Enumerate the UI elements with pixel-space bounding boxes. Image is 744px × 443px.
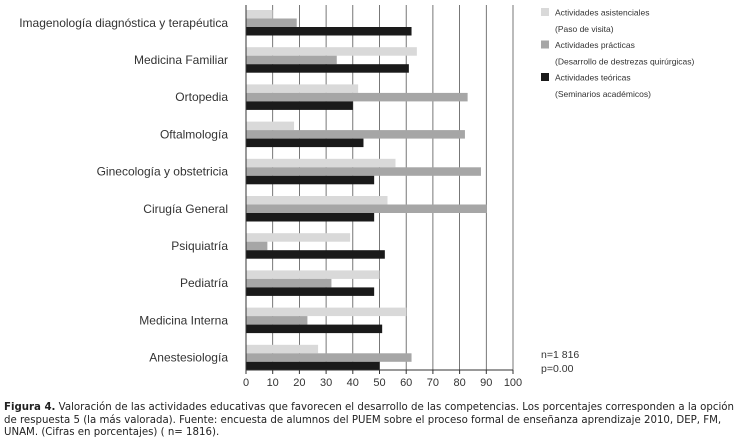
legend-label-actividades-practicas: Actividades prácticas bbox=[555, 40, 635, 50]
bar-medicina-familiar-actividades-asistenciales bbox=[246, 47, 417, 56]
category-label-ginecologia-y-obstetricia: Ginecología y obstetricia bbox=[96, 164, 228, 179]
bar-medicina-interna-actividades-teoricas bbox=[246, 325, 382, 334]
x-tick-label-20: 20 bbox=[293, 377, 306, 389]
figure-caption-text: Valoración de las actividades educativas que favorecen el desarrollo de las competencias. Los porcentajes corresponden a la opción de respuesta 5 (la más valorada). Fuente: encuesta de alumnos del PUEM sobre el proceso formal de enseñanza aprendizaje 2010, DEP, FM, UNAM. (Cifras en porcentajes) ( n= 1816). bbox=[4, 402, 734, 438]
legend bbox=[541, 8, 695, 100]
category-label-pediatria: Pediatría bbox=[179, 276, 228, 291]
legend-sublabel-actividades-asistenciales: (Paso de visita) bbox=[555, 24, 614, 34]
x-tick-label-100: 100 bbox=[503, 377, 523, 389]
bar-medicina-interna-actividades-practicas bbox=[246, 316, 307, 325]
bar-oftalmologia-actividades-practicas bbox=[246, 130, 465, 139]
bar-ginecologia-y-obstetricia-actividades-teoricas bbox=[246, 176, 374, 185]
x-tick-label-10: 10 bbox=[266, 377, 279, 389]
bar-pediatria-actividades-practicas bbox=[246, 279, 331, 288]
bar-cirugia-general-actividades-asistenciales bbox=[246, 196, 388, 205]
legend-swatch-actividades-teoricas bbox=[541, 73, 549, 81]
bar-anestesiologia-actividades-practicas bbox=[246, 353, 412, 362]
bar-imagenologia-diagnostica-y-terapeutica-actividades-asistenciales bbox=[246, 10, 273, 19]
x-tick-labels bbox=[243, 377, 522, 389]
category-label-ortopedia: Ortopedia bbox=[175, 90, 228, 105]
bar-ortopedia-actividades-asistenciales bbox=[246, 84, 358, 93]
legend-label-actividades-teoricas: Actividades teóricas bbox=[555, 72, 631, 83]
bar-psiquiatria-actividades-teoricas bbox=[246, 250, 385, 259]
bar-oftalmologia-actividades-teoricas bbox=[246, 139, 363, 148]
legend-swatch-actividades-asistenciales bbox=[541, 8, 549, 16]
category-label-cirugia-general: Cirugía General bbox=[143, 201, 228, 216]
legend-sublabel-actividades-practicas: (Desarrollo de destrezas quirúrgicas) bbox=[555, 56, 695, 67]
bar-pediatria-actividades-asistenciales bbox=[246, 270, 380, 279]
legend-sublabel-actividades-teoricas: (Seminarios académicos) bbox=[555, 89, 651, 99]
bar-anestesiologia-actividades-asistenciales bbox=[246, 345, 318, 354]
statistics-annotation bbox=[541, 349, 579, 375]
x-tick-label-70: 70 bbox=[426, 377, 440, 389]
category-label-medicina-familiar: Medicina Familiar bbox=[133, 52, 228, 67]
figure-caption bbox=[4, 402, 740, 440]
category-label-oftalmologia: Oftalmología bbox=[159, 127, 228, 142]
category-label-anestesiologia: Anestesiología bbox=[149, 350, 228, 365]
x-tick-label-80: 80 bbox=[453, 377, 466, 389]
bar-ortopedia-actividades-practicas bbox=[246, 93, 468, 102]
bar-cirugia-general-actividades-practicas bbox=[246, 205, 486, 214]
bar-medicina-familiar-actividades-practicas bbox=[246, 56, 337, 64]
annotation-n-1-816: n=1 816 bbox=[541, 349, 580, 361]
bar-oftalmologia-actividades-asistenciales bbox=[246, 122, 294, 131]
bar-series bbox=[246, 10, 486, 370]
category-labels bbox=[19, 16, 228, 365]
legend-label-actividades-asistenciales: Actividades asistenciales bbox=[555, 7, 650, 18]
bar-ortopedia-actividades-teoricas bbox=[246, 101, 353, 110]
x-tick-label-30: 30 bbox=[319, 377, 333, 389]
x-tick-label-40: 40 bbox=[346, 377, 359, 389]
bar-cirugia-general-actividades-teoricas bbox=[246, 213, 374, 222]
bar-ginecologia-y-obstetricia-actividades-practicas bbox=[246, 167, 481, 176]
bar-psiquiatria-actividades-practicas bbox=[246, 242, 267, 251]
category-label-imagenologia-diagnostica-y-terapeutica: Imagenología diagnóstica y terapéutica bbox=[19, 15, 228, 30]
category-label-medicina-interna: Medicina Interna bbox=[139, 313, 228, 328]
x-tick-label-0: 0 bbox=[242, 377, 250, 389]
bar-medicina-interna-actividades-asistenciales bbox=[246, 308, 406, 317]
annotation-p-0-00: p=0.00 bbox=[541, 363, 574, 375]
x-tick-label-90: 90 bbox=[480, 377, 493, 389]
legend-swatch-actividades-practicas bbox=[541, 41, 549, 49]
bar-imagenologia-diagnostica-y-terapeutica-actividades-practicas bbox=[246, 19, 297, 28]
bar-psiquiatria-actividades-asistenciales bbox=[246, 233, 350, 242]
bar-pediatria-actividades-teoricas bbox=[246, 287, 374, 296]
x-tick-label-50: 50 bbox=[373, 377, 386, 389]
bar-imagenologia-diagnostica-y-terapeutica-actividades-teoricas bbox=[246, 27, 412, 36]
x-tick-label-60: 60 bbox=[400, 377, 413, 389]
bar-ginecologia-y-obstetricia-actividades-asistenciales bbox=[246, 159, 396, 168]
category-label-psiquiatria: Psiquiatría bbox=[171, 238, 228, 253]
figure-caption-label: Figura 4. bbox=[4, 402, 56, 413]
bar-medicina-familiar-actividades-teoricas bbox=[246, 64, 409, 73]
bar-anestesiologia-actividades-teoricas bbox=[246, 362, 380, 371]
